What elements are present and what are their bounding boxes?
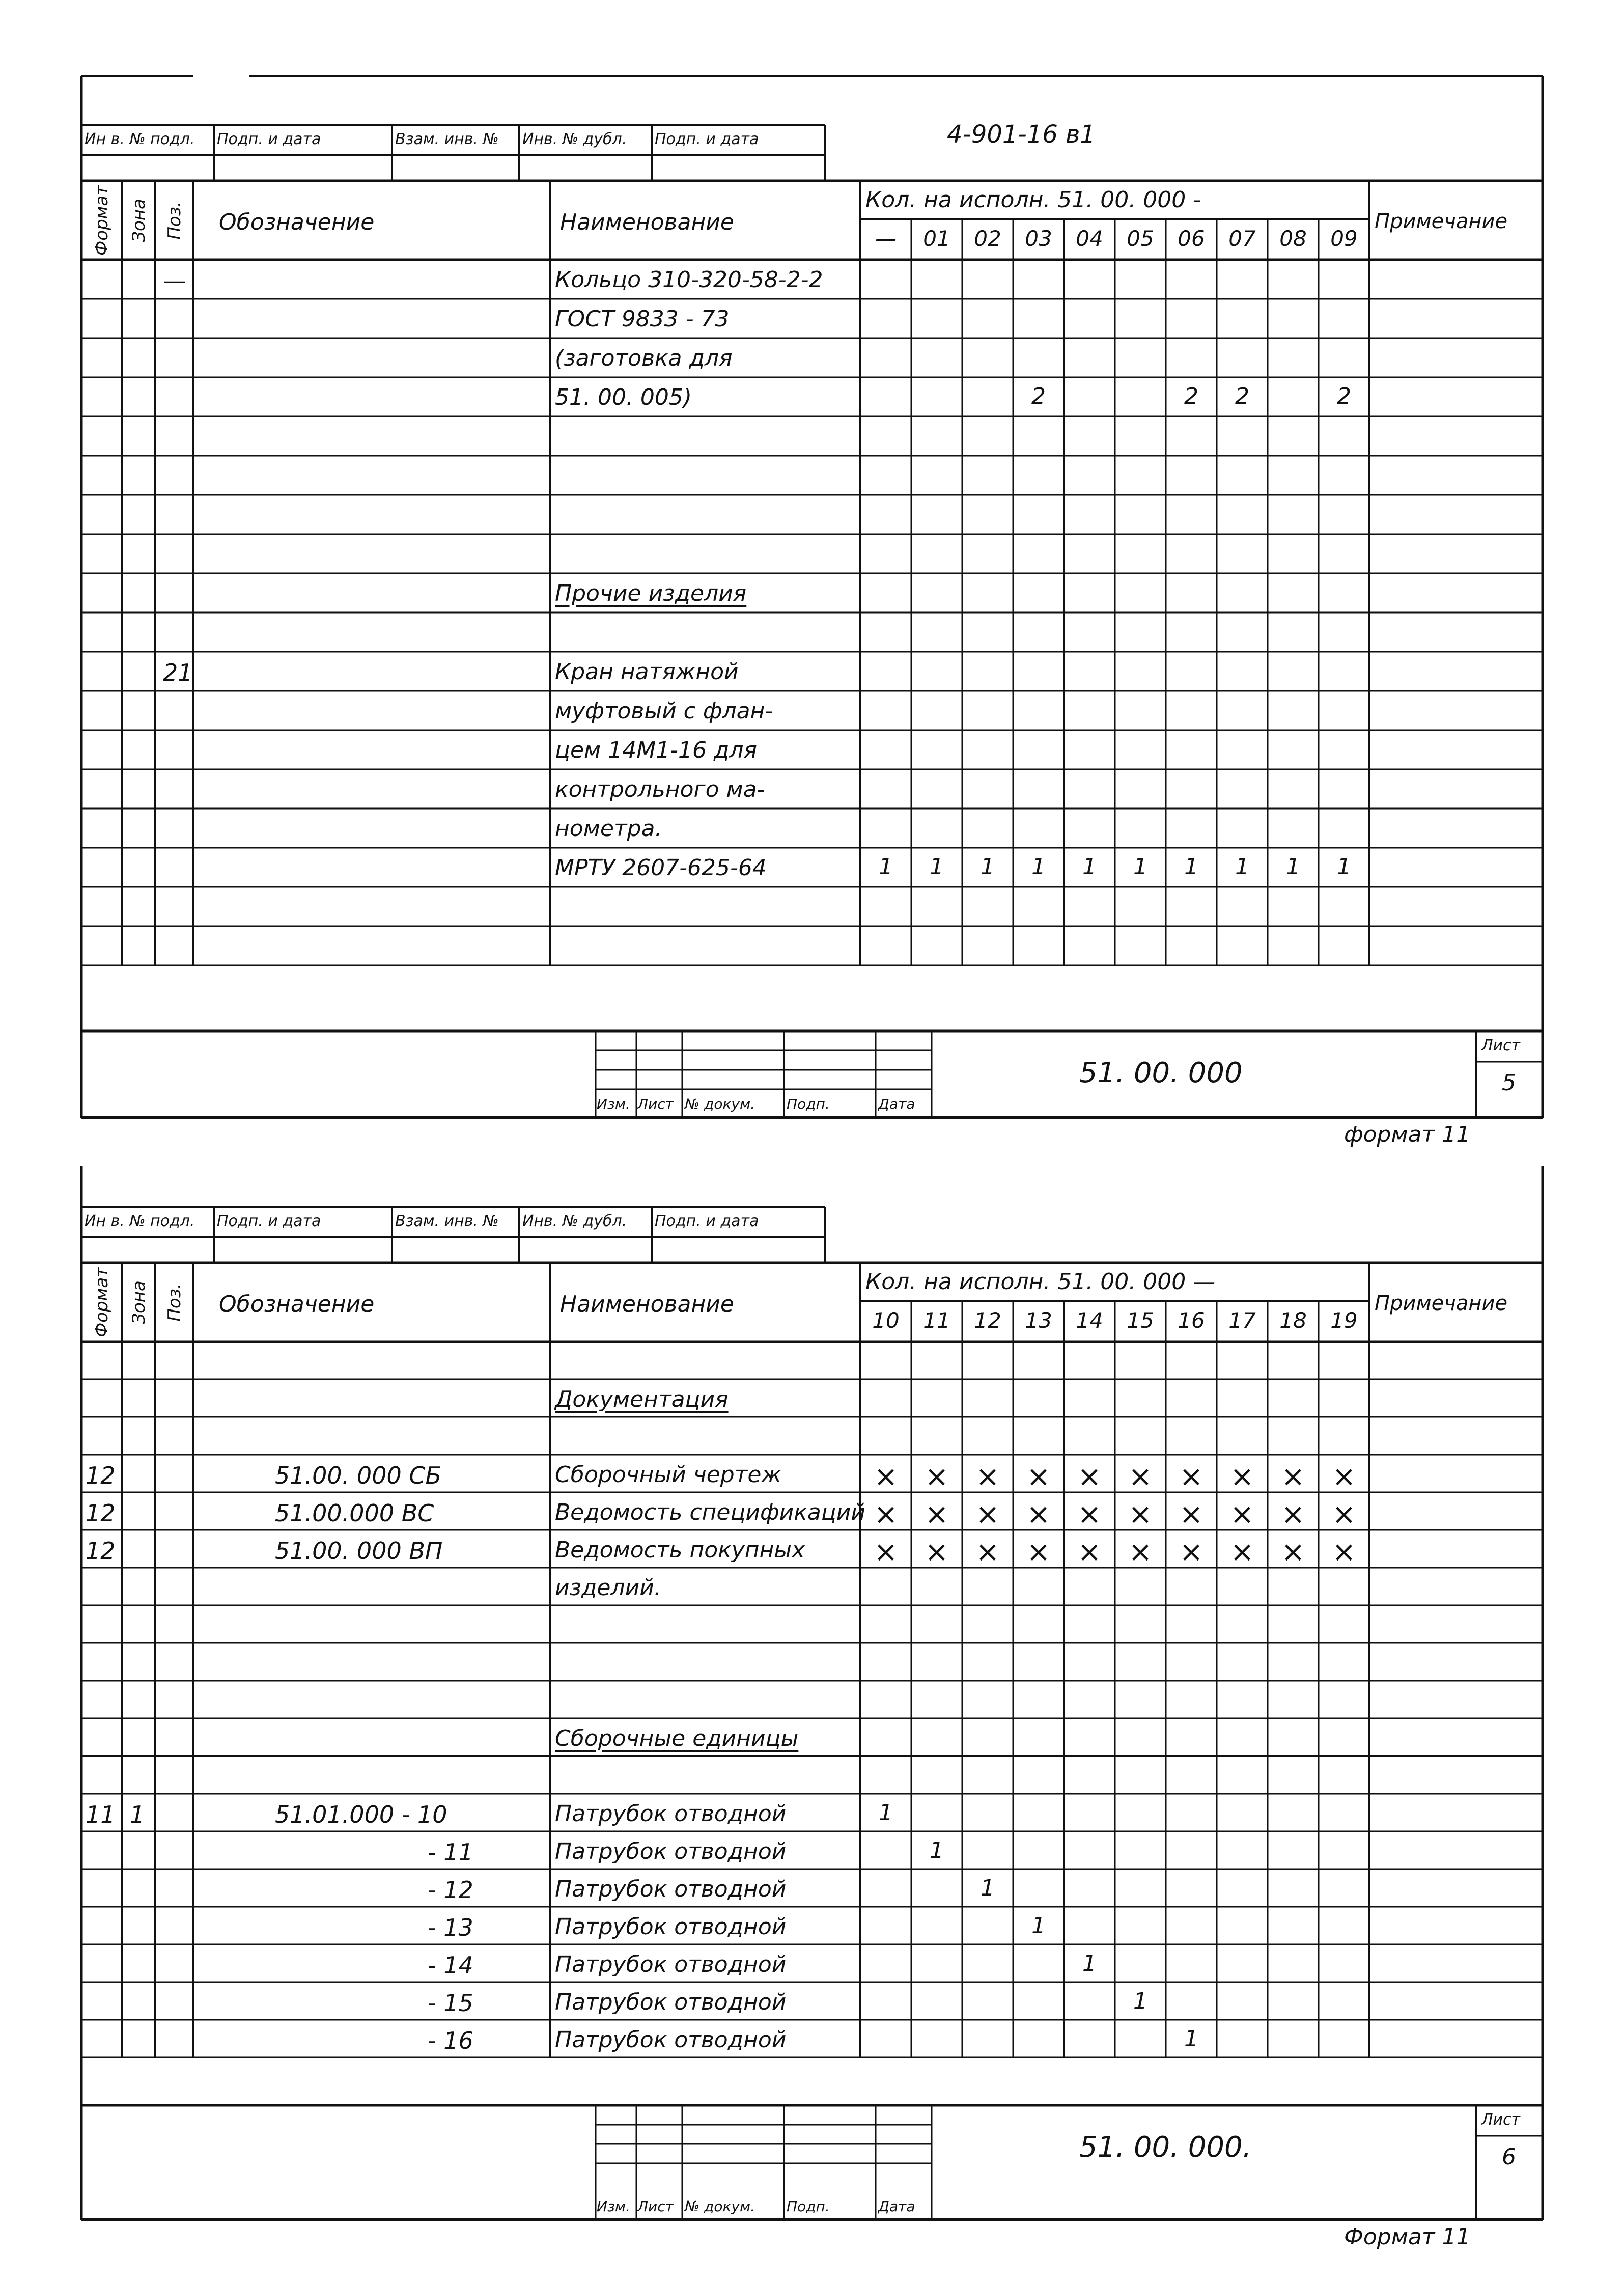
variant-header: 05 bbox=[1127, 226, 1154, 251]
sig-label: Ин в. № подл. bbox=[85, 130, 195, 148]
row-designation: - 13 bbox=[428, 1914, 473, 1941]
stamp-label: Подп. bbox=[787, 2198, 830, 2215]
variant-header: 19 bbox=[1330, 1308, 1358, 1333]
row-designation: - 16 bbox=[428, 2027, 473, 2054]
row-qty: × bbox=[874, 1536, 898, 1569]
row-qty: 2 bbox=[1337, 383, 1351, 409]
row-qty: 1 bbox=[981, 1875, 995, 1901]
spec-sheet-6 bbox=[0, 1166, 1624, 2276]
row-pos: — bbox=[163, 267, 186, 294]
row-name: (заготовка для bbox=[555, 345, 733, 371]
row-qty: × bbox=[1026, 1460, 1051, 1493]
row-name: Патрубок отводной bbox=[555, 1989, 787, 2015]
row-qty: 1 bbox=[930, 1837, 944, 1863]
row-designation: - 14 bbox=[428, 1952, 473, 1979]
variant-header: 14 bbox=[1076, 1308, 1103, 1333]
variant-header: — bbox=[875, 226, 897, 251]
row-qty: 2 bbox=[1184, 383, 1198, 409]
sig-label: Подп. и дата bbox=[655, 130, 759, 148]
row-qty: × bbox=[1179, 1498, 1203, 1531]
variant-header: 13 bbox=[1025, 1308, 1052, 1333]
variant-header: 08 bbox=[1279, 226, 1307, 251]
row-designation: 51.00. 000 СБ bbox=[275, 1462, 442, 1489]
col-header-name: Наименование bbox=[560, 209, 734, 235]
row-qty: × bbox=[975, 1460, 1000, 1493]
row-name: Прочие изделия bbox=[555, 580, 747, 606]
row-name: 51. 00. 005) bbox=[555, 384, 692, 410]
sig-label: Инв. № дубл. bbox=[522, 1212, 627, 1230]
row-qty: × bbox=[925, 1498, 949, 1531]
stamp-designation: 51. 00. 000 bbox=[1079, 1056, 1243, 1090]
stamp-label: Изм. bbox=[597, 1096, 630, 1112]
row-name: Ведомость покупных bbox=[555, 1537, 805, 1563]
row-qty: 1 bbox=[1082, 1950, 1097, 1976]
variant-header: 09 bbox=[1330, 226, 1358, 251]
col-header-pos: Поз. bbox=[164, 201, 185, 240]
stamp-designation: 51. 00. 000. bbox=[1079, 2131, 1252, 2164]
stamp-sheet-no: 6 bbox=[1502, 2144, 1516, 2170]
variant-header: 07 bbox=[1228, 226, 1256, 251]
row-name: Патрубок отводной bbox=[555, 1914, 787, 1940]
sig-label: Подп. и дата bbox=[655, 1212, 759, 1230]
row-qty: × bbox=[1026, 1498, 1051, 1531]
row-name: муфтовый с флан- bbox=[555, 698, 773, 724]
row-name: Сборочный чертеж bbox=[555, 1462, 782, 1488]
row-name: цем 14М1-16 для bbox=[555, 737, 758, 763]
row-name: Патрубок отводной bbox=[555, 1838, 787, 1864]
row-designation: - 15 bbox=[428, 1989, 473, 2017]
row-qty: 1 bbox=[1031, 1913, 1046, 1939]
row-qty: × bbox=[1128, 1498, 1153, 1531]
row-name: Патрубок отводной bbox=[555, 1952, 787, 1977]
row-format: 12 bbox=[86, 1499, 116, 1527]
table-grid bbox=[0, 1166, 1624, 2276]
col-header-zone: Зона bbox=[128, 1280, 149, 1324]
row-designation: - 12 bbox=[428, 1876, 473, 1904]
variant-header: 16 bbox=[1178, 1308, 1205, 1333]
variant-header: 03 bbox=[1025, 226, 1052, 251]
row-name: нометра. bbox=[555, 816, 662, 842]
variant-header: 04 bbox=[1076, 226, 1103, 251]
row-pos: 21 bbox=[163, 659, 193, 686]
col-header-designation: Обозначение bbox=[219, 209, 375, 235]
row-qty: × bbox=[1281, 1460, 1305, 1493]
stamp-label: № докум. bbox=[685, 1096, 755, 1112]
col-header-note: Примечание bbox=[1375, 210, 1508, 233]
col-header-format: Формат bbox=[92, 185, 112, 256]
row-qty: 1 bbox=[879, 854, 893, 880]
row-qty: 1 bbox=[1133, 1988, 1147, 2014]
row-qty: × bbox=[925, 1460, 949, 1493]
stamp-label: Лист bbox=[637, 1096, 674, 1112]
row-qty: 2 bbox=[1031, 383, 1046, 409]
row-designation: - 11 bbox=[428, 1838, 473, 1866]
stamp-label: Изм. bbox=[597, 2198, 630, 2215]
row-qty: × bbox=[1128, 1460, 1153, 1493]
row-qty: × bbox=[925, 1536, 949, 1569]
col-header-qty: Кол. на исполн. 51. 00. 000 - bbox=[865, 187, 1201, 213]
row-name: МРТУ 2607-625-64 bbox=[555, 855, 767, 881]
row-name: Сборочные единицы bbox=[555, 1725, 799, 1751]
variant-header: 06 bbox=[1178, 226, 1205, 251]
row-qty: 1 bbox=[981, 854, 995, 880]
row-qty: 1 bbox=[1184, 854, 1198, 880]
row-name: изделий. bbox=[555, 1575, 661, 1601]
sig-label: Взам. инв. № bbox=[395, 130, 499, 148]
row-name: Патрубок отводной bbox=[555, 1876, 787, 1902]
format-note: формат 11 bbox=[1344, 1122, 1471, 1148]
variant-header: 01 bbox=[923, 226, 950, 251]
row-qty: 1 bbox=[930, 854, 944, 880]
row-name: Ведомость спецификаций bbox=[555, 1499, 865, 1525]
table-grid bbox=[0, 0, 1624, 1140]
row-qty: × bbox=[1128, 1536, 1153, 1569]
variant-header: 02 bbox=[974, 226, 1001, 251]
row-name: Патрубок отводной bbox=[555, 1801, 787, 1827]
row-qty: × bbox=[1230, 1536, 1254, 1569]
stamp-label: Лист bbox=[637, 2198, 674, 2215]
row-qty: × bbox=[1281, 1536, 1305, 1569]
row-name: Документация bbox=[555, 1386, 729, 1412]
row-qty: 1 bbox=[1133, 854, 1147, 880]
row-designation: 51.00. 000 ВП bbox=[275, 1537, 443, 1565]
row-designation: 51.00.000 ВС bbox=[275, 1499, 434, 1527]
sig-label: Ин в. № подл. bbox=[85, 1212, 195, 1230]
row-name: ГОСТ 9833 - 73 bbox=[555, 306, 730, 332]
sig-label: Подп. и дата bbox=[217, 130, 321, 148]
col-header-qty: Кол. на исполн. 51. 00. 000 — bbox=[865, 1269, 1216, 1295]
row-qty: 1 bbox=[1031, 854, 1046, 880]
row-qty: × bbox=[1077, 1536, 1102, 1569]
row-qty: 1 bbox=[1082, 854, 1097, 880]
row-qty: × bbox=[975, 1536, 1000, 1569]
row-name: контрольного ма- bbox=[555, 776, 765, 802]
stamp-label: Подп. bbox=[787, 1096, 830, 1112]
variant-header: 15 bbox=[1127, 1308, 1154, 1333]
row-format: 12 bbox=[86, 1462, 116, 1489]
row-qty: 2 bbox=[1235, 383, 1249, 409]
row-qty: 1 bbox=[1337, 854, 1351, 880]
col-header-name: Наименование bbox=[560, 1291, 734, 1317]
row-qty: 1 bbox=[1184, 2026, 1198, 2052]
row-qty: × bbox=[1332, 1498, 1356, 1531]
stamp-label: Дата bbox=[878, 2198, 915, 2215]
row-qty: × bbox=[1179, 1536, 1203, 1569]
row-qty: × bbox=[1281, 1498, 1305, 1531]
row-name: Патрубок отводной bbox=[555, 2027, 787, 2053]
stamp-label: № докум. bbox=[685, 2198, 755, 2215]
row-format: 11 bbox=[86, 1801, 116, 1828]
sig-label: Подп. и дата bbox=[217, 1212, 321, 1230]
col-header-zone: Зона bbox=[128, 198, 149, 242]
row-designation: 51.01.000 - 10 bbox=[275, 1801, 447, 1828]
variant-header: 17 bbox=[1228, 1308, 1256, 1333]
row-qty: × bbox=[874, 1498, 898, 1531]
stamp-sheet-no: 5 bbox=[1502, 1070, 1516, 1096]
col-header-designation: Обозначение bbox=[219, 1291, 375, 1317]
row-format: 12 bbox=[86, 1537, 116, 1565]
row-qty: × bbox=[1026, 1536, 1051, 1569]
row-zone: 1 bbox=[130, 1801, 145, 1828]
row-qty: 1 bbox=[879, 1800, 893, 1826]
col-header-format: Формат bbox=[92, 1267, 112, 1337]
stamp-sheet-label: Лист bbox=[1481, 1037, 1521, 1054]
col-header-pos: Поз. bbox=[164, 1283, 185, 1322]
row-qty: × bbox=[1077, 1460, 1102, 1493]
row-qty: × bbox=[1230, 1498, 1254, 1531]
row-qty: 1 bbox=[1286, 854, 1300, 880]
row-qty: × bbox=[1077, 1498, 1102, 1531]
col-header-note: Примечание bbox=[1375, 1292, 1508, 1315]
row-qty: × bbox=[1332, 1460, 1356, 1493]
row-qty: × bbox=[975, 1498, 1000, 1531]
stamp-sheet-label: Лист bbox=[1481, 2111, 1521, 2129]
row-name: Кольцо 310-320-58-2-2 bbox=[555, 267, 823, 293]
variant-header: 18 bbox=[1279, 1308, 1307, 1333]
format-note: Формат 11 bbox=[1344, 2224, 1471, 2250]
stamp-label: Дата bbox=[878, 1096, 915, 1112]
row-qty: × bbox=[874, 1460, 898, 1493]
variant-header: 12 bbox=[974, 1308, 1001, 1333]
variant-header: 11 bbox=[923, 1308, 950, 1333]
document-code: 4-901-16 в1 bbox=[947, 120, 1096, 149]
row-qty: × bbox=[1179, 1460, 1203, 1493]
row-qty: × bbox=[1332, 1536, 1356, 1569]
sig-label: Инв. № дубл. bbox=[522, 130, 627, 148]
row-qty: 1 bbox=[1235, 854, 1249, 880]
row-name: Кран натяжной bbox=[555, 659, 739, 685]
variant-header: 10 bbox=[872, 1308, 900, 1333]
row-qty: × bbox=[1230, 1460, 1254, 1493]
sig-label: Взам. инв. № bbox=[395, 1212, 499, 1230]
